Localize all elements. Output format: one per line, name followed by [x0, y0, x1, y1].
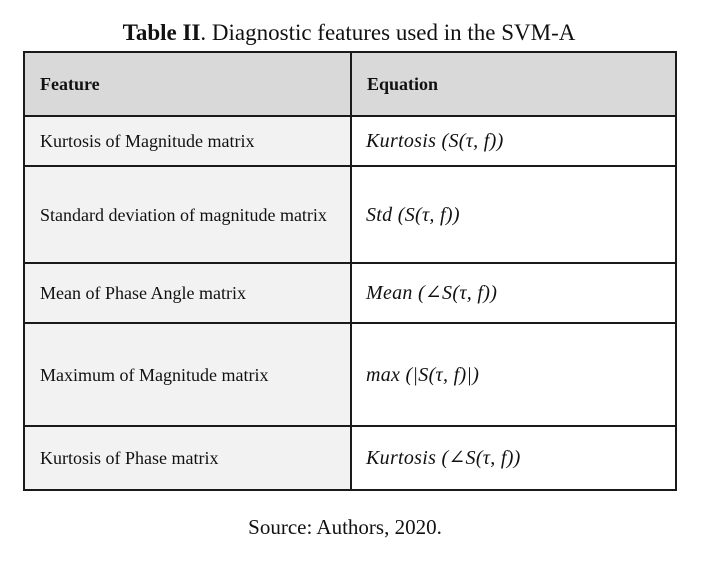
- table-caption: [0, 18, 698, 48]
- header-equation: Equation: [351, 52, 676, 116]
- feature-cell: Mean of Phase Angle matrix: [24, 263, 351, 323]
- table-header-row: [24, 52, 676, 116]
- table-row: [24, 166, 676, 263]
- header-feature: Feature: [24, 52, 351, 116]
- feature-cell: Standard deviation of magnitude matrix: [24, 166, 351, 263]
- feature-cell: Kurtosis of Phase matrix: [24, 426, 351, 490]
- equation-cell: Kurtosis (∠S(τ, f)): [351, 426, 676, 490]
- table-caption-label: Table II: [122, 20, 201, 45]
- equation-cell: Mean (∠S(τ, f)): [351, 263, 676, 323]
- source-note: Source: Authors, 2020.: [248, 515, 442, 539]
- equation-cell: Kurtosis (S(τ, f)): [351, 116, 676, 166]
- features-table: [23, 51, 677, 491]
- table-row: [24, 263, 676, 323]
- table-row: [24, 426, 676, 490]
- feature-cell: Kurtosis of Magnitude matrix: [24, 116, 351, 166]
- table-row: [24, 116, 676, 166]
- table-caption-text: . Diagnostic features used in the SVM-A: [200, 20, 576, 45]
- feature-cell: Maximum of Magnitude matrix: [24, 323, 351, 426]
- equation-cell: max (|S(τ, f)|): [351, 323, 676, 426]
- equation-cell: Std (S(τ, f)): [351, 166, 676, 263]
- table-row: [24, 323, 676, 426]
